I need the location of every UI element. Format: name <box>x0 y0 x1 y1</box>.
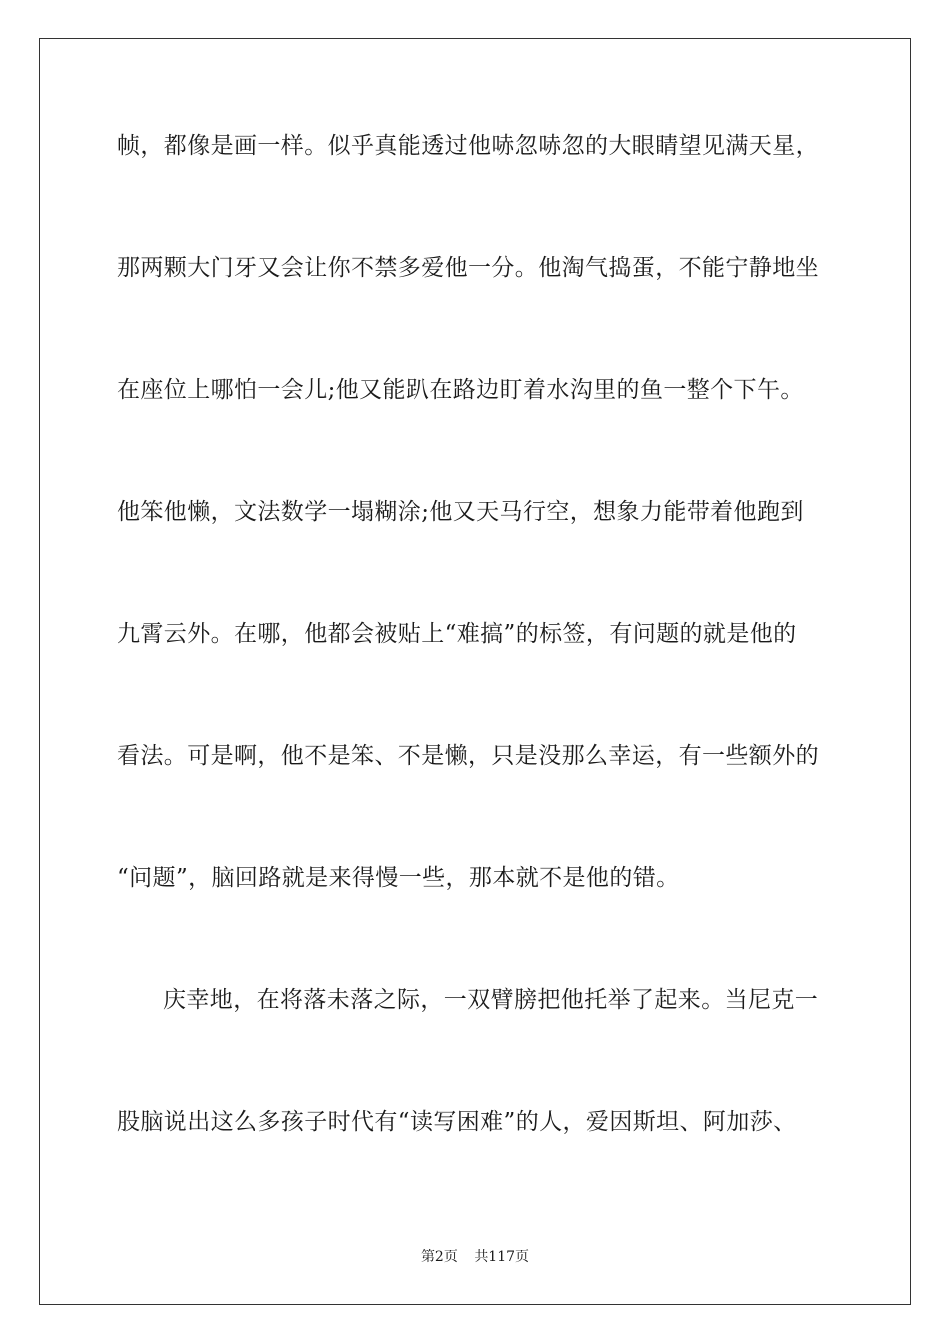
text-line-4: 他笨他懒，文法数学一塌糊涂;他又天马行空，想象力能带着他跑到 <box>117 499 804 525</box>
text-line-1: 帧，都像是画一样。似乎真能透过他哧忽哧忽的大眼睛望见满天星， <box>117 133 819 159</box>
document-body <box>117 130 837 1228</box>
page-footer <box>0 1246 950 1266</box>
page-number: 第2页 <box>420 1249 458 1265</box>
text-line-6: 看法。可是啊，他不是笨、不是懒，只是没那么幸运，有一些额外的 <box>117 743 819 769</box>
text-line-8-paragraph-start: 庆幸地，在将落未落之际，一双臂膀把他托举了起来。当尼克一 <box>163 987 819 1013</box>
text-line-3: 在座位上哪怕一会儿;他又能趴在路边盯着水沟里的鱼一整个下午。 <box>117 377 804 403</box>
page-total: 共117页 <box>474 1249 530 1265</box>
text-line-9: 股脑说出这么多孩子时代有“读写困难”的人，爱因斯坦、阿加莎、 <box>117 1109 797 1135</box>
text-line-5: 九霄云外。在哪，他都会被贴上“难搞”的标签，有问题的就是他的 <box>117 621 797 647</box>
text-line-7: “问题”，脑回路就是来得慢一些，那本就不是他的错。 <box>117 865 680 891</box>
text-line-2: 那两颗大门牙又会让你不禁多爱他一分。他淘气捣蛋，不能宁静地坐 <box>117 255 819 281</box>
